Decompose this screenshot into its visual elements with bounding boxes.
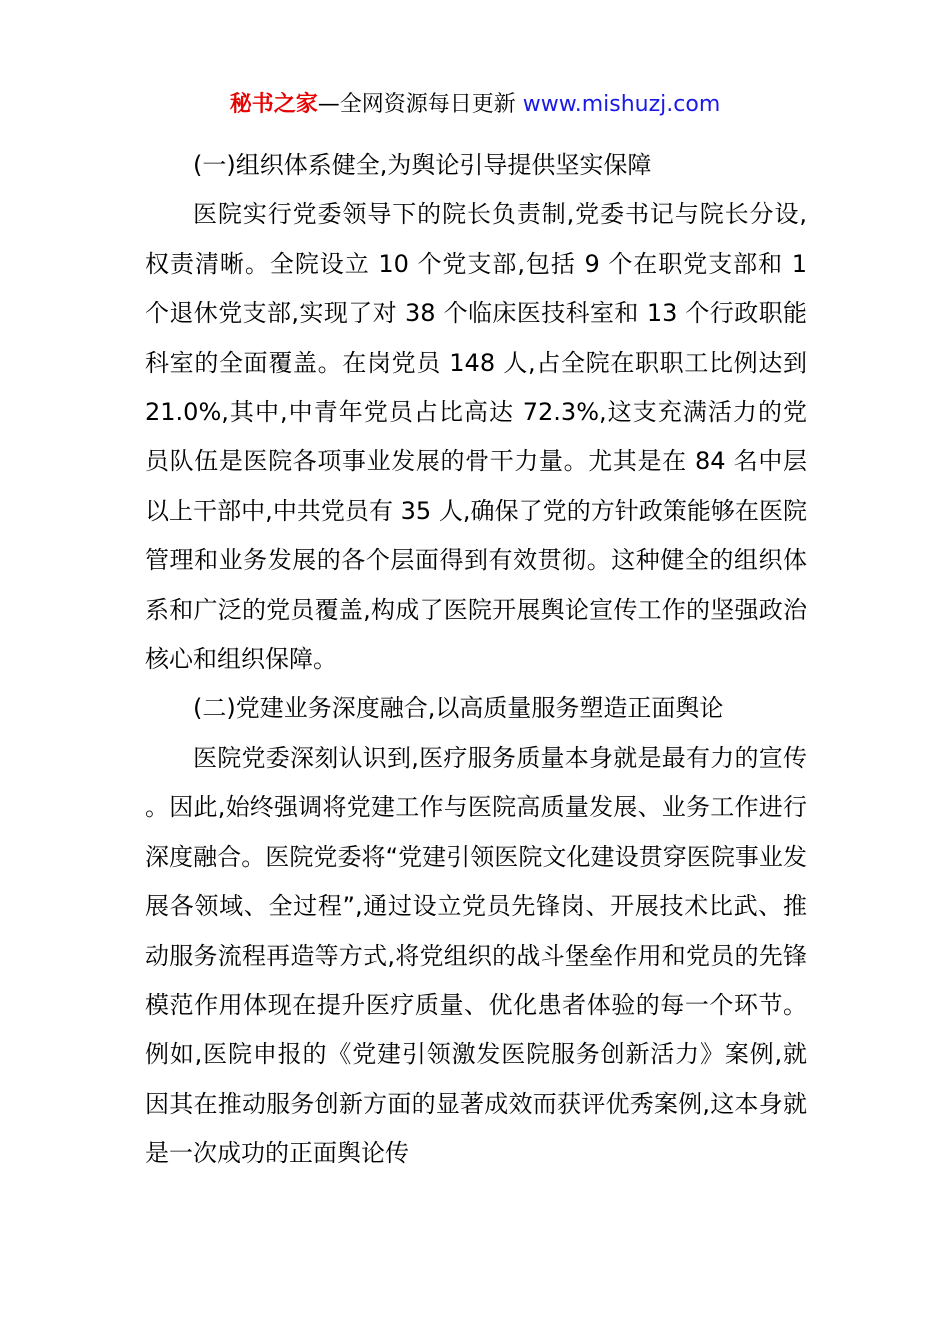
header-tagline: —全网资源每日更新 bbox=[317, 92, 523, 117]
section-heading-2: (二)党建业务深度融合,以高质量服务塑造正面舆论 bbox=[193, 694, 724, 723]
site-url-link[interactable]: www.mishuzj.com bbox=[522, 92, 721, 117]
site-header bbox=[0, 90, 950, 120]
body-paragraph-2: 医院党委深刻认识到,医疗服务质量本身就是最有力的宣传。因此,始终强调将党建工作与医院高质量发展、业务工作进行深度融合。医院党委将“党建引领医院文化建设贯穿医院事业发展各领域、全过程”,通过设立党员先锋岗、开展技术比武、推动服务流程再造等方式,将党组织的战斗堡垒作用和党员的先锋模范作用体现在提升医疗质量、优化患者体验的每一个环节。例如,医院申报的《党建引领激发医院服务创新活力》案例,就因其在推动服务创新方面的显著成效而获评优秀案例,这本身就是一次成功的正面舆论传 bbox=[145, 743, 807, 1168]
document-body bbox=[145, 141, 807, 1179]
section-heading-1: (一)组织体系健全,为舆论引导提供坚实保障 bbox=[193, 151, 652, 179]
body-paragraph-1: 医院实行党委领导下的院长负责制,党委书记与院长分设,权责清晰。全院设立 10 个党支部,包括 9 个在职党支部和 1 个退休党支部,实现了对 38 个临床医技科室和 13 个行政职能科室的全面覆盖。在岗党员 148 人,占全院在职职工比例达到 21.0%,其中,中青年党员占比高达 72.3%,这支充满活力的党员队伍是医院各项事业发展的骨干力量。尤其是在 84 名中层以上干部中,中共党员有 35 人,确保了党的方针政策能够在医院管理和业务发展的各个层面得到有效贯彻。这种健全的组织体系和广泛的党员覆盖,构成了医院开展舆论宣传工作的坚强政治核心和组织保障。 bbox=[145, 200, 807, 674]
brand-name: 秘书之家 bbox=[229, 92, 318, 117]
